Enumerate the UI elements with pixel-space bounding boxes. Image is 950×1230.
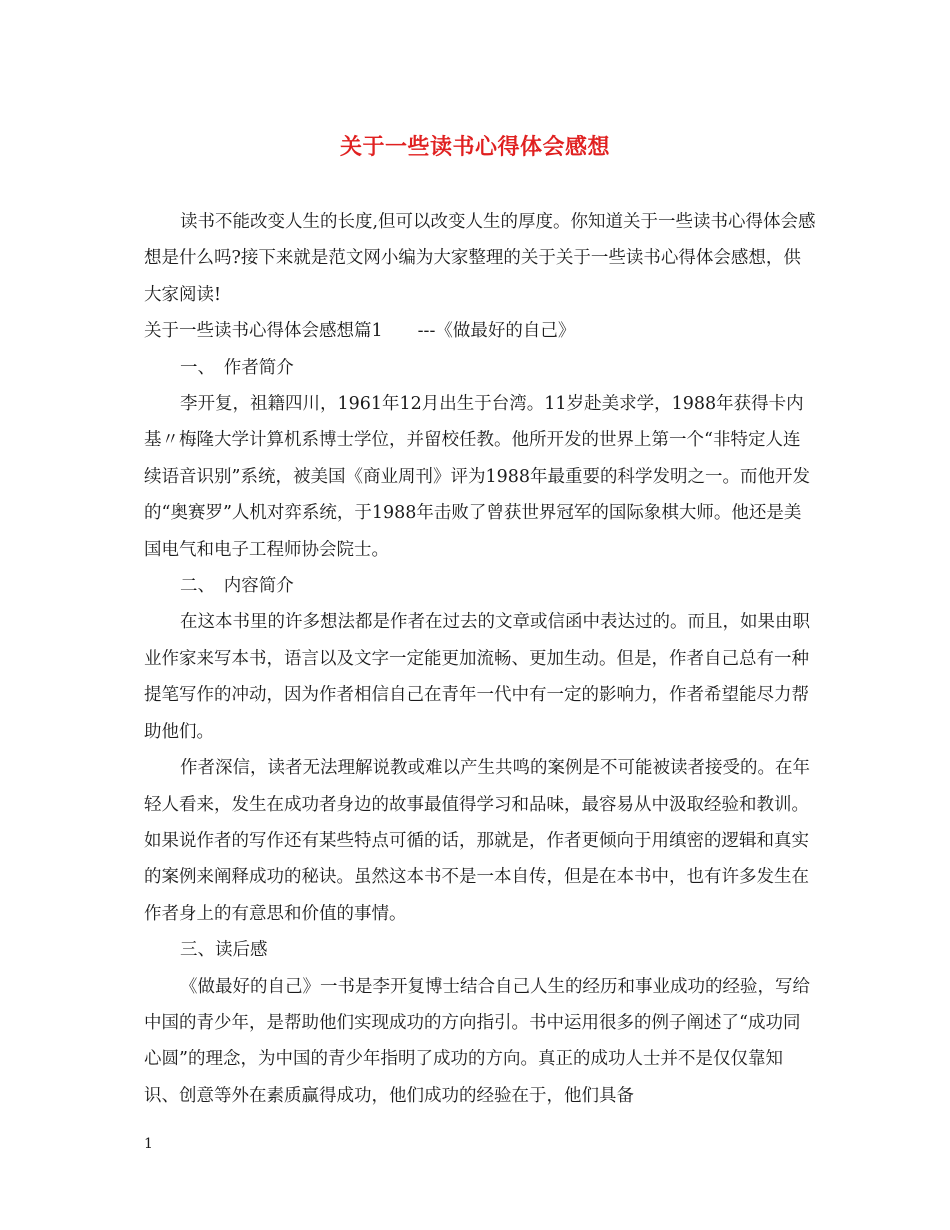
article-subtitle: 关于一些读书心得体会感想篇1 ---《做最好的自己》 xyxy=(144,321,576,342)
page-number: 1 xyxy=(144,1136,153,1152)
intro-paragraph: 读书不能改变人生的长度,但可以改变人生的厚度。你知道关于一些读书心得体会感想是什么吗?接下来就是范文网小编为大家整理的关于关于一些读书心得体会感想，供大家阅读! xyxy=(144,212,816,305)
document-body xyxy=(144,204,816,1114)
document-title: 关于一些读书心得体会感想 xyxy=(339,134,610,160)
reflection-paragraph: 《做最好的自己》一书是李开复博士结合自己人生的经历和事业成功的经验，写给中国的青少年，是帮助他们实现成功的方向指引。书中运用很多的例子阐述了“成功同心圆”的理念，为中国的青少年指明了成功的方向。真正的成功人士并不是仅仅靠知识、创意等外在素质赢得成功，他们成功的经验在于，他们具备 xyxy=(144,976,810,1106)
section-heading-reflection: 三、读后感 xyxy=(180,940,268,961)
author-paragraph: 李开复，祖籍四川，1961年12月出生于台湾。11岁赴美求学，1988年获得卡内基〃梅隆大学计算机系博士学位，并留校任教。他所开发的世界上第一个“非特定人连续语音识别”系统，被美国《商业周刊》评为1988年最重要的科学发明之一。而他开发的“奥赛罗”人机对弈系统，于1988年击败了曾获世界冠军的国际象棋大师。他还是美国电气和电子工程师协会院士。 xyxy=(144,394,810,560)
content-paragraph-1: 在这本书里的许多想法都是作者在过去的文章或信函中表达过的。而且，如果由职业作家来写本书，语言以及文字一定能更加流畅、更加生动。但是，作者自己总有一种提笔写作的冲动，因为作者相信自己在青年一代中有一定的影响力，作者希望能尽力帮助他们。 xyxy=(144,612,810,742)
content-paragraph-2: 作者深信，读者无法理解说教或难以产生共鸣的案例是不可能被读者接受的。在年轻人看来，发生在成功者身边的故事最值得学习和品味，最容易从中汲取经验和教训。如果说作者的写作还有某些特点可循的话，那就是，作者更倾向于用缜密的逻辑和真实的案例来阐释成功的秘诀。虽然这本书不是一本自传，但是在本书中，也有许多发生在作者身上的有意思和价值的事情。 xyxy=(144,758,810,924)
section-heading-content: 二、 内容简介 xyxy=(180,576,294,597)
section-heading-author: 一、 作者简介 xyxy=(180,357,294,378)
